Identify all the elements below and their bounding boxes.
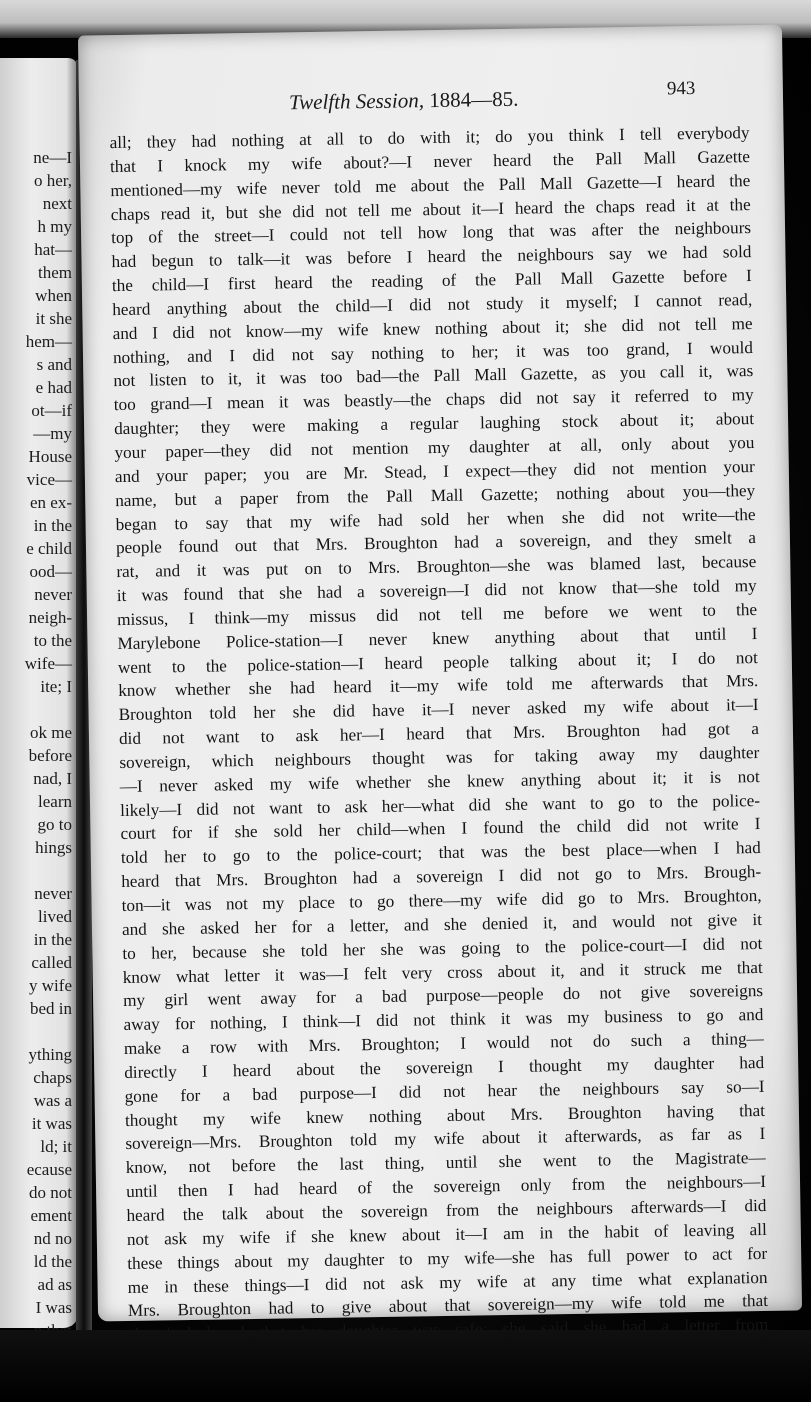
left-page-line: hat— [34,240,72,259]
left-page-line: them [38,263,72,282]
body-text-line: rat, and it was put on to Mrs. Broughton—she was blamed last, because [116,552,757,582]
left-page-line: never [34,585,72,604]
body-text-line: chaps read it, but she did not tell me about it—I heard the chaps read it at the [110,194,751,224]
left-page-line: ld; it [40,1137,72,1156]
body-text-line: Marylebone Police-station—I never knew anything about that until I [117,623,758,653]
body-text-line: and she asked her for a letter, and she denied it, and would not give it [121,909,763,939]
body-text-line: —I never asked my wife whether she knew anything about it; it is not [119,766,760,796]
body-text-line: sovereign, which neighbours thought was for taking away my daughter [119,742,760,772]
body-text-line: directly I heard about the sovereign I thought my daughter had [124,1052,765,1082]
left-page-line: lived [38,907,72,926]
body-text-line: Mrs. Broughton had to give about that sovereign—my wife told me that [127,1291,769,1321]
left-page-line: ld the [33,1252,72,1271]
body-text-line: your paper—they did not mention my daughter at all, only about you [114,433,755,463]
left-page-line [25,698,72,721]
left-facing-page [0,58,78,1328]
body-text-line: away for nothing, I think—I did not think it was my business to go and [123,1005,764,1035]
body-text-line: top of the street—I could not tell how long that was after the neighbours [110,218,752,248]
body-text-line: ton—it was not my place to go there—my wife did go to Mrs. Broughton, [121,885,762,916]
left-page-line: next [42,194,72,213]
body-text-line: name, but a paper from the Pall Mall Gazette; nothing about you—they [115,480,756,510]
bottom-film-edge [0,1330,811,1402]
body-text-line: went to the police-station—I heard people talking about it; I do not [117,647,758,677]
left-page-line: ything [28,1045,72,1064]
left-page-line: neigh- [28,608,72,627]
session-title [289,87,519,116]
testimony-body-text [109,121,768,1371]
left-page-line: in the [33,930,72,949]
left-page-line: e child [26,539,72,558]
body-text-line: had begun to talk—it was before I heard the neighbours say we had sold [111,242,752,272]
left-page-line: hem— [25,332,72,351]
body-text-line: to her, because she told her she was going to the police-court—I did not [122,933,763,963]
left-page-line: —my [33,424,72,443]
body-text-line: Broughton told her she did have it—I never asked my wife about it—I [118,695,759,725]
body-text-line: heard that Mrs. Broughton had a sovereign I did not go to Mrs. Brough- [121,862,762,892]
body-text-line: missus, I think—my missus did not tell me before we went to the [116,599,758,629]
body-text-line: until then I had heard of the sovereign only from the neighbours—I [125,1172,767,1202]
body-text-line: court for if she sold her child—when I found the child did not write I [120,814,761,844]
left-page-line: ot—if [31,401,72,420]
left-page-line [25,859,72,882]
left-page-line: never [34,884,72,903]
left-page-line: ood— [29,562,72,581]
left-page-line: was a [33,1091,72,1110]
left-page-line: bed in [29,999,72,1018]
body-text-line: began to say that my wife had sold her when she did not write—the [115,504,756,534]
body-text-line: not ask my wife if she knew about it—I am in the habit of leaving all [126,1219,767,1249]
left-page-line: ad as [37,1275,72,1294]
left-page-line: s and [36,355,72,374]
left-page-line: h my [37,217,72,236]
left-page-line: do not [29,1183,72,1202]
left-page-line: o her, [33,171,72,190]
left-page-line [25,1020,72,1043]
body-text-line: know what letter it was—I felt very cross about it, and it struck me that [122,957,763,987]
left-page-line: ite; I [40,677,72,696]
left-page-line: hings [35,838,72,857]
body-text-line: sovereign—Mrs. Broughton told my wife about it afterwards, as far as I [125,1124,766,1154]
body-text-line: it was found that she had a sovereign—I did not know that—she told my [116,576,757,606]
body-text-line: and I did not know—my wife knew nothing about it; she did not tell me [112,313,753,343]
left-page-line: ne—I [33,148,72,167]
left-page-line: en ex- [29,493,72,512]
left-page-line: y wife [29,976,72,995]
body-text-line: heard anything about the child—I did not study it myself; I cannot read, [112,289,753,320]
left-page-line: vice— [26,470,72,489]
left-page-line: I was [35,1298,72,1317]
left-page-line: when [35,286,72,305]
body-text-line: told her to go to the police-court; that was the best place—when I had [120,838,761,868]
left-page-line: before [28,746,72,765]
body-text-line: make a row with Mrs. Broughton; I would not do such a thing— [123,1029,764,1059]
session-title-years: 1884—85. [429,86,519,113]
body-text-line: nothing, and I did not say nothing to her; it was too grand, I would [112,337,754,367]
left-page-line: it was [31,1114,72,1133]
body-text-line: not listen to it, it was too bad—the Pall Mall Gazette, as you call it, was [113,361,754,391]
body-text-line: the child—I first heard the reading of the Pall Mall Gazette before I [111,266,752,296]
body-text-line: too grand—I mean it was beastly—the chaps did not say it referred to my [113,385,754,415]
body-text-line: did not want to ask her—I heard that Mrs. Broughton had got a [118,719,760,749]
body-text-line: me in these things—I did not ask my wife at any time what explanation [127,1267,768,1297]
page-number: 943 [666,77,696,100]
running-head [79,77,783,124]
left-page-line: called [31,953,72,972]
left-page-line: ement [30,1206,72,1225]
body-text-line: all; they had nothing at all to do with it; do you think I tell everybody [109,123,750,153]
body-text-line: my girl went away for a bad purpose—people do not give sovereigns [122,981,764,1011]
body-text-line: and your paper; you are Mr. Stead, I expect—they did not mention your [114,456,755,486]
body-text-line: people found out that Mrs. Broughton had a sovereign, and they smelt a [115,528,757,558]
body-text-line: daughter; they were making a regular laughing stock about it; about [113,409,755,439]
left-page-line: in the [33,516,72,535]
left-page-line: go to [37,815,72,834]
body-text-line: these things about my daughter to my wife—she has full power to act for [127,1243,768,1273]
body-text-line: know, not before the last thing, until she went to the Magistrate— [125,1148,766,1178]
left-page-text-fragments [25,146,72,1365]
left-page-line: chaps [33,1068,72,1087]
left-page-line: to the [33,631,72,650]
session-title-italic: Twelfth Session, [288,88,425,115]
body-text-line: thought my wife knew nothing about Mrs. Broughton having that [124,1100,766,1130]
body-text-line: likely—I did not want to ask her—what did she want to go to the police- [119,790,761,820]
left-page-line: wife— [24,654,72,673]
left-page-line: nd no [33,1229,72,1248]
body-text-line: heard the talk about the sovereign from the neighbours afterwards—I did [126,1195,767,1225]
main-page [78,25,802,1322]
left-page-line: it she [35,309,72,328]
body-text-line: know whether she had heard it—my wife told me afterwards that Mrs. [118,671,759,701]
body-text-line: gone for a bad purpose—I did not hear the neighbours say so—I [124,1076,765,1106]
body-text-line: that I knock my wife about?—I never heard the Pall Mall Gazette [109,146,751,176]
left-page-line: House [28,447,72,466]
left-page-line: ok me [29,723,72,742]
body-text-line: mentioned—my wife never told me about the Pall Mall Gazette—I heard the [110,170,751,200]
left-page-line: nad, I [33,769,72,788]
left-page-line: ecause [26,1160,72,1179]
left-page-line: e had [35,378,72,397]
left-page-line: learn [38,792,72,811]
